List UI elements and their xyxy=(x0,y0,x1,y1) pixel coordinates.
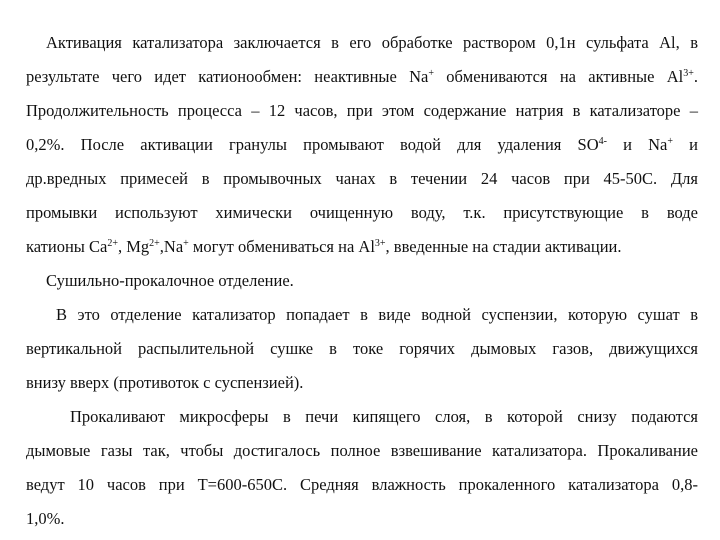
superscript: 3+ xyxy=(374,238,386,249)
heading-drying-calcining: Сушильно-прокалочное отделение. xyxy=(46,271,294,290)
text-line: промывки используют химически очищенную воду, т.к. присутствующие в воде xyxy=(26,203,698,222)
text-line: В это отделение катализатор попадает в виде водной суспензии, которую сушат в xyxy=(56,305,698,324)
text-line: Продолжительность процесса – 12 часов, при этом содержание натрия в катализаторе – xyxy=(26,101,698,120)
superscript: 4- xyxy=(598,136,607,147)
text-line: дымовые газы так, чтобы достигалось полное взвешивание катализатора. Прокаливание xyxy=(26,441,698,460)
text-line: 1,0%. xyxy=(26,509,65,528)
superscript: 3+ xyxy=(683,68,694,79)
text-line: ведут 10 часов при Т=600-650С. Средняя влажность прокаленного катализатора 0,8- xyxy=(26,475,698,494)
superscript: + xyxy=(183,238,189,249)
text-line: Прокаливают микросферы в печи кипящего слоя, в которой снизу подаются xyxy=(70,407,698,426)
document-page xyxy=(26,26,698,536)
superscript: 2+ xyxy=(107,238,118,249)
text-line: др.вредных примесей в промывочных чанах в течении 24 часов при 45-50С. Для xyxy=(26,169,698,188)
text-line: вертикальной распылительной сушке в токе горячих дымовых газов, движущихся xyxy=(26,339,698,358)
section-heading xyxy=(26,264,698,298)
paragraph-calcining xyxy=(26,400,698,536)
text-line: Активация катализатора заключается в его обработке раствором 0,1н сульфата Al, в xyxy=(46,33,698,52)
text-line: 0,2%. После активации гранулы промывают водой для удаления $SO^{4-}$ и Na+ и xyxy=(26,135,698,154)
paragraph-activation xyxy=(26,26,698,264)
paragraph-drying xyxy=(26,298,698,400)
text-line: внизу вверх (противоток с суспензией). xyxy=(26,373,304,392)
text-line: результате чего идет катионообмен: неактивные Na+ обмениваются на активные $Al^{3+}$. xyxy=(26,67,698,86)
text-line: катионы $Ca^{2+}$, $Mg^{2+},Na^+$ могут обмениваться на $Al^{3+}$, введенные на стадии активации. xyxy=(26,237,622,256)
superscript: + xyxy=(667,136,673,147)
superscript: 2+ xyxy=(149,238,160,249)
superscript: + xyxy=(428,68,434,79)
